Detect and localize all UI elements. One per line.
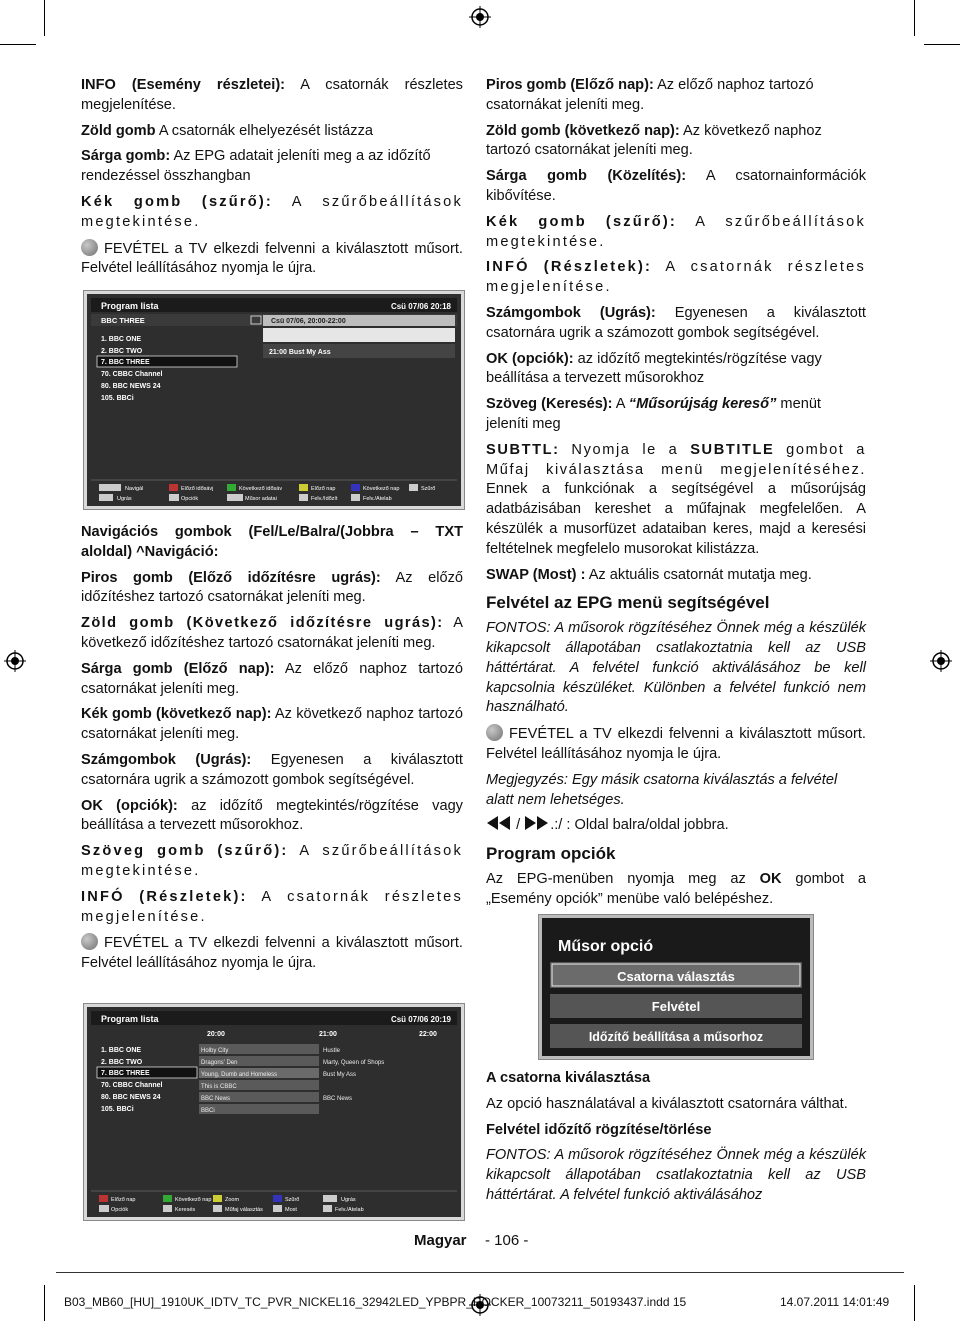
svg-text:Opciók: Opciók xyxy=(111,1207,129,1213)
epg-info-time: Csü 07/06, 20:00-22:00 xyxy=(271,318,346,325)
paragraph: Az opció használatával a kiválasztott csatornára válthat. xyxy=(486,1095,848,1112)
paragraph: Zöld gomb (Következő időzítésre ugrás): A következő időzítéshez tartozó csatornákat jeleníti meg. xyxy=(81,615,463,651)
print-timestamp: 14.07.2011 14:01:49 xyxy=(780,1295,890,1309)
svg-text:Bust My Ass: Bust My Ass xyxy=(323,1072,357,1078)
svg-text:20:00: 20:00 xyxy=(207,1031,225,1038)
epg-title: Program lista xyxy=(101,1014,159,1024)
svg-text:Marty, Queen of Shops: Marty, Queen of Shops xyxy=(323,1060,385,1066)
epg-channel: BBC THREE xyxy=(101,316,145,325)
paragraph: SUBTTL: Nyomja le a SUBTITLE gombot a Műfaj kiválasztása menü megjelenítéséhez. Ennek a funkciónak a segítségével a műsorújság adatbázisában kereshet a műfajnak megfelelően. A készülék a musorfüzet adataiban keres, majd a keresési feltételnek megfelelo musorokat kilistázza. xyxy=(486,441,866,557)
paragraph: FEVÉTEL a TV elkezdi felvenni a kiválasztott műsort. Felvétel leállításához nyomja le újra. xyxy=(486,726,866,762)
paragraph: Az EPG-menüben nyomja meg az OK gombot a „Esemény opciók” menübe való belépéshez. xyxy=(486,870,866,907)
svg-text:BBC News: BBC News xyxy=(201,1096,231,1102)
paragraph: FONTOS: A műsorok rögzítéséhez Önnek még a készülék kikapcsolt állapotában csatlakoztatnia kell az USB háttértárat. A felvétel funkció aktiválásához be kell kapcsolnia készüléket. Különben a felvétel funkció nem használható. xyxy=(486,620,866,716)
paragraph: Zöld gomb A csatornák elhelyezését listázza xyxy=(81,122,373,139)
channel-item: 70. CBBC Channel xyxy=(101,1082,163,1089)
epg-screenshot-2 xyxy=(84,1004,464,1220)
record-button-icon xyxy=(81,933,98,950)
channel-item: 105. BBCi xyxy=(101,1106,134,1113)
crop-mark xyxy=(44,1285,45,1321)
channel-item: 80. BBC NEWS 24 xyxy=(101,1094,161,1101)
svg-text:Hustle: Hustle xyxy=(323,1048,341,1054)
section-heading: Program opciók xyxy=(486,844,616,864)
svg-text:Előző nap: Előző nap xyxy=(111,1197,136,1203)
crop-mark xyxy=(44,0,45,36)
epg-clock: Csü 07/06 20:18 xyxy=(390,302,451,311)
channel-item: 2. BBC TWO xyxy=(101,1059,143,1066)
paragraph: Sárga gomb: Az EPG adatait jeleníti meg a az időzítő rendezéssel összhangban xyxy=(81,148,431,185)
channel-item: 80. BBC NEWS 24 xyxy=(101,383,161,390)
paragraph: Zöld gomb (következő nap): Az következő naphoz tartozó csatornákat jeleníti meg. xyxy=(486,122,822,159)
menu-item-set-timer: Időzítő beállítása a műsorhoz xyxy=(588,1030,764,1044)
crop-mark xyxy=(0,44,36,45)
slash-separator: / xyxy=(516,817,521,834)
svg-text:Műfaj választás: Műfaj választás xyxy=(225,1207,263,1213)
paragraph: INFÓ (Részletek): A csatornák részletes megjelenítése. xyxy=(81,888,463,925)
right-column xyxy=(486,76,866,915)
svg-text:Navigál: Navigál xyxy=(125,486,144,492)
paragraph: Navigációs gombok (Fel/Le/Balra/(Jobbra – TXT aloldal) ^Navigáció: xyxy=(81,524,463,560)
channel-item: 2. BBC TWO xyxy=(101,348,143,355)
paragraph: OK (opciók): az időzítő megtekintés/rögzítése vagy beállítása a tervezett műsorokhoz xyxy=(486,350,822,387)
crop-mark xyxy=(924,44,960,45)
svg-text:Keresés: Keresés xyxy=(175,1207,196,1213)
section-heading: Felvétel az EPG menü segítségével xyxy=(486,593,770,613)
record-button-icon xyxy=(486,724,503,741)
svg-text:Opciók: Opciók xyxy=(181,496,199,502)
svg-text:21:00: 21:00 xyxy=(319,1031,337,1038)
svg-text:Holby City: Holby City xyxy=(201,1048,229,1054)
channel-item: 105. BBCi xyxy=(101,395,134,402)
svg-text:Young, Dumb and Homeless: Young, Dumb and Homeless xyxy=(201,1072,278,1078)
paragraph: Kék gomb (szűrő): A szűrőbeállítások megtekintése. xyxy=(486,213,866,250)
svg-text:Következő nap: Következő nap xyxy=(363,486,400,492)
svg-text:Most: Most xyxy=(285,1207,297,1213)
paragraph: INFO (Esemény részletei): A csatornák részletes megjelenítése. xyxy=(81,77,463,113)
svg-text:Dragons' Den: Dragons' Den xyxy=(201,1060,238,1066)
menu-item-channel-select: Csatorna választás xyxy=(617,969,735,984)
left-column-middle xyxy=(81,523,463,980)
paragraph: FEVÉTEL a TV elkezdi felvenni a kiválasztott műsort. Felvétel leállításához nyomja le újra. xyxy=(81,935,463,972)
paragraph: Szöveg (Keresés): A “Műsorújság kereső” menüt jeleníti meg xyxy=(486,396,821,432)
svg-text:BBCi: BBCi xyxy=(201,1108,215,1114)
paragraph: Sárga gomb (Közelítés): A csatornainformációk kibővítése. xyxy=(486,168,866,204)
paragraph: INFÓ (Részletek): A csatornák részletes megjelenítése. xyxy=(486,259,866,296)
svg-text:BBC News: BBC News xyxy=(323,1096,353,1102)
svg-text:Előző nap: Előző nap xyxy=(311,486,336,492)
svg-text:Szűrő: Szűrő xyxy=(421,486,436,492)
paragraph: FONTOS: A műsorok rögzítéséhez Önnek még a készülék kikapcsolt állapotában csatlakoztatnia kell az USB háttértárat. A felvétel funkció aktiválásához xyxy=(486,1147,866,1203)
paragraph: Kék gomb (szűrő): A szűrőbeállítások megtekintése. xyxy=(81,193,463,230)
svg-text:Felv./Atelab: Felv./Atelab xyxy=(335,1207,364,1213)
svg-text:22:00: 22:00 xyxy=(419,1031,437,1038)
paragraph: Sárga gomb (Előző nap): Az előző naphoz tartozó csatornákat jeleníti meg. xyxy=(81,660,463,697)
paragraph: Számgombok (Ugrás): Egyenesen a kiválasztott csatornára ugrik a számozott gombok segítségével. xyxy=(81,751,463,788)
channel-item: 7. BBC THREE xyxy=(101,1070,150,1077)
epg-program: 21:00 Bust My Ass xyxy=(269,349,331,356)
registration-mark-icon xyxy=(930,650,952,672)
paragraph: OK (opciók): az időzítő megtekintés/rögzítése vagy beállítása a tervezett műsorokhoz. xyxy=(81,797,463,834)
print-slug: B03_MB60_[HU]_1910UK_IDTV_TC_PVR_NICKEL16_32942LED_YPBPR_ROCKER_10073211_50193437.indd 15 xyxy=(64,1295,687,1309)
channel-item: 7. BBC THREE xyxy=(101,359,150,366)
epg-clock: Csü 07/06 20:19 xyxy=(390,1015,451,1024)
paragraph: Kék gomb (következő nap): Az következő naphoz tartozó csatornákat jeleníti meg. xyxy=(81,706,463,743)
menu-item-record: Felvétel xyxy=(651,999,701,1014)
svg-text:Következő nap: Következő nap xyxy=(175,1197,212,1203)
channel-item: 70. CBBC Channel xyxy=(101,371,163,378)
crop-mark xyxy=(914,1285,915,1321)
right-column-bottom xyxy=(486,1069,866,1212)
record-button-icon xyxy=(81,239,98,256)
epg-title: Program lista xyxy=(101,301,159,311)
fast-forward-icon xyxy=(524,816,550,830)
paragraph: SWAP (Most) : Az aktuális csatornát mutatja meg. xyxy=(486,566,812,583)
paragraph: Piros gomb (Előző nap): Az előző naphoz tartozó csatornákat jeleníti meg. xyxy=(486,77,814,113)
paragraph: / .:/ : Oldal balra/oldal jobbra. xyxy=(486,816,866,836)
paragraph: Számgombok (Ugrás): Egyenesen a kiválasztott csatornára ugrik a számozott gombok segítségével. xyxy=(486,304,866,341)
svg-text:This is CBBC: This is CBBC xyxy=(201,1084,237,1090)
page-number: - 106 - xyxy=(485,1232,529,1249)
menu-title: Műsor opció xyxy=(558,938,654,955)
svg-text:Szűrő: Szűrő xyxy=(285,1197,300,1203)
paragraph: Piros gomb (Előző időzítésre ugrás): Az előző időzítéshez tartozó csatornákat jeleníti meg. xyxy=(81,569,463,606)
paragraph: Felvétel időzítő rögzítése/törlése xyxy=(486,1121,712,1138)
paragraph: FEVÉTEL a TV elkezdi felvenni a kiválasztott műsort. Felvétel leállításához nyomja le újra. xyxy=(81,240,463,277)
program-options-menu xyxy=(539,915,813,1059)
svg-text:Ugrás: Ugrás xyxy=(341,1197,356,1203)
rewind-icon xyxy=(486,816,512,830)
svg-text:Zoom: Zoom xyxy=(225,1197,240,1203)
epg-screenshot-1 xyxy=(84,291,464,509)
footer-rule xyxy=(56,1272,904,1273)
footer-language: Magyar xyxy=(414,1232,467,1249)
registration-mark-icon xyxy=(469,6,491,28)
svg-text:Következő idősáv: Következő idősáv xyxy=(239,486,283,492)
svg-text:Előző idősávj: Előző idősávj xyxy=(181,486,214,492)
registration-mark-icon xyxy=(4,650,26,672)
channel-item: 1. BBC ONE xyxy=(101,1047,142,1054)
svg-text:Felv./Atelab: Felv./Atelab xyxy=(363,496,392,502)
paragraph: Szöveg gomb (szűrő): A szűrőbeállítások megtekintése. xyxy=(81,843,463,879)
svg-text:Ugrás: Ugrás xyxy=(117,496,132,502)
left-column-top xyxy=(81,76,463,285)
svg-text:Műsor adatai: Műsor adatai xyxy=(245,496,277,502)
channel-item: 1. BBC ONE xyxy=(101,336,142,343)
svg-text:Felv./Időzít: Felv./Időzít xyxy=(311,496,338,502)
paragraph: Megjegyzés: Egy másik csatorna kiválasztás a felvétel alatt nem lehetséges. xyxy=(486,771,838,808)
crop-mark xyxy=(914,0,915,36)
paragraph: A csatorna kiválasztása xyxy=(486,1070,651,1086)
